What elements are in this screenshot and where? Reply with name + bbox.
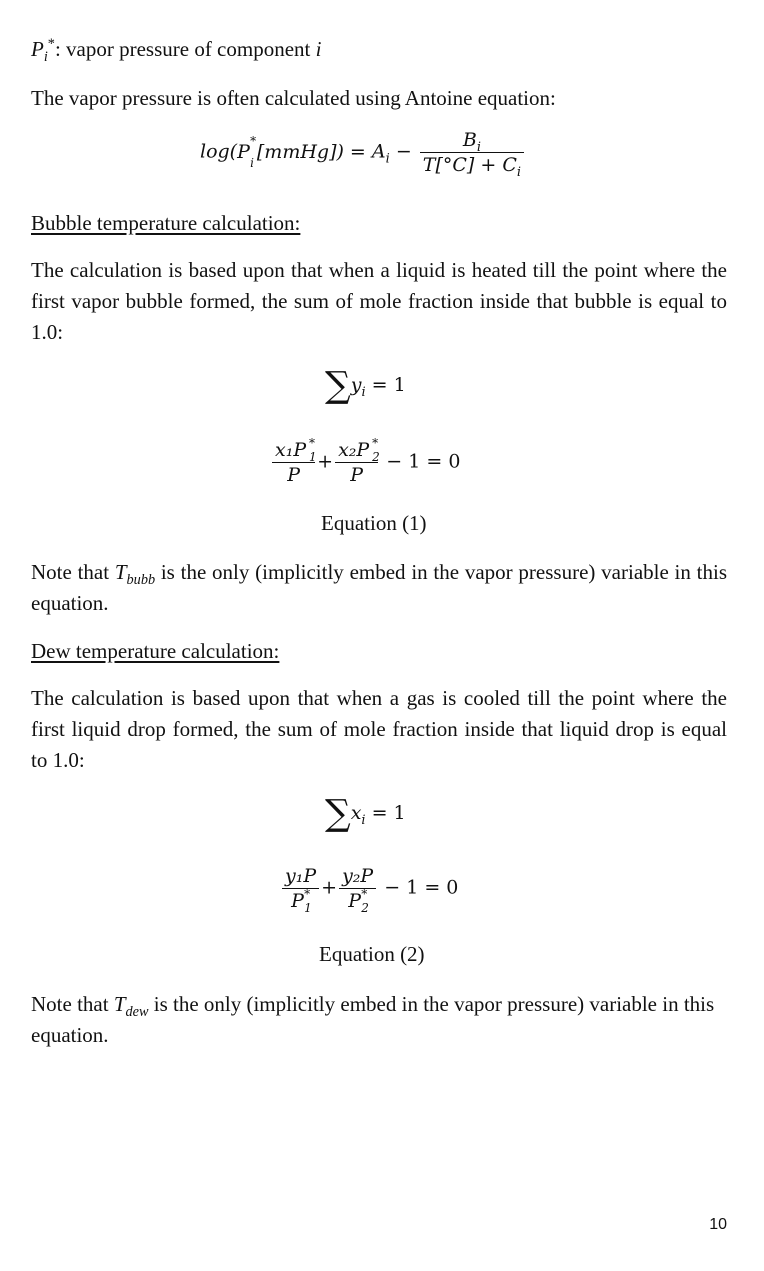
definition-line: $P_i^*$: vapor pressure of component i (31, 36, 322, 66)
bubble-sum-equation: $\sum y_i = 1$ (325, 365, 406, 406)
bubble-heading: Bubble temperature calculation: (31, 211, 301, 235)
antoine-equation: log(P * i [mmHg]) = $A_i$ − $\frac{B_i}{T[^\circ C] + C_i}$ (200, 128, 526, 177)
dew-sum-equation: $\sum x_i = 1$ (325, 793, 406, 834)
dew-equation: y₁P P * 1 + y₂P P * 2 − 1 = 0 (280, 864, 458, 913)
equation-1-caption: Equation (1) (321, 511, 427, 535)
dew-text: The calculation is based upon that when a gas is cooled till the point where the first liquid drop formed, the sum of mole fraction inside that liquid drop is equal to 1.0: (31, 686, 727, 772)
dew-heading: Dew temperature calculation: (31, 639, 280, 663)
bubble-note: Note that $T_{bubb}$ is the only (implicitly embed in the vapor pressure) variable in this equation. (31, 560, 728, 615)
dew-note: Note that $T_{dew}$ is the only (implicitly embed in the vapor pressure) variable in this equation. (31, 992, 715, 1047)
sigma-icon: ∑ (325, 365, 351, 406)
equation-2-caption: Equation (2) (319, 942, 425, 966)
page-number: 10 (709, 1216, 727, 1233)
sigma-icon: ∑ (325, 793, 351, 834)
bubble-equation: x₁P * 1 P + x₂P * 2 P − 1 = 0 (270, 438, 460, 487)
bubble-text: The calculation is based upon that when a liquid is heated till the point where the first vapor bubble formed, the sum of mole fraction inside that bubble is equal to 1.0: (31, 258, 727, 344)
antoine-intro: The vapor pressure is often calculated using Antoine equation: (31, 86, 556, 110)
antoine-fraction: $\frac{B_i}{T[^\circ C] + C_i}$ (420, 128, 524, 177)
